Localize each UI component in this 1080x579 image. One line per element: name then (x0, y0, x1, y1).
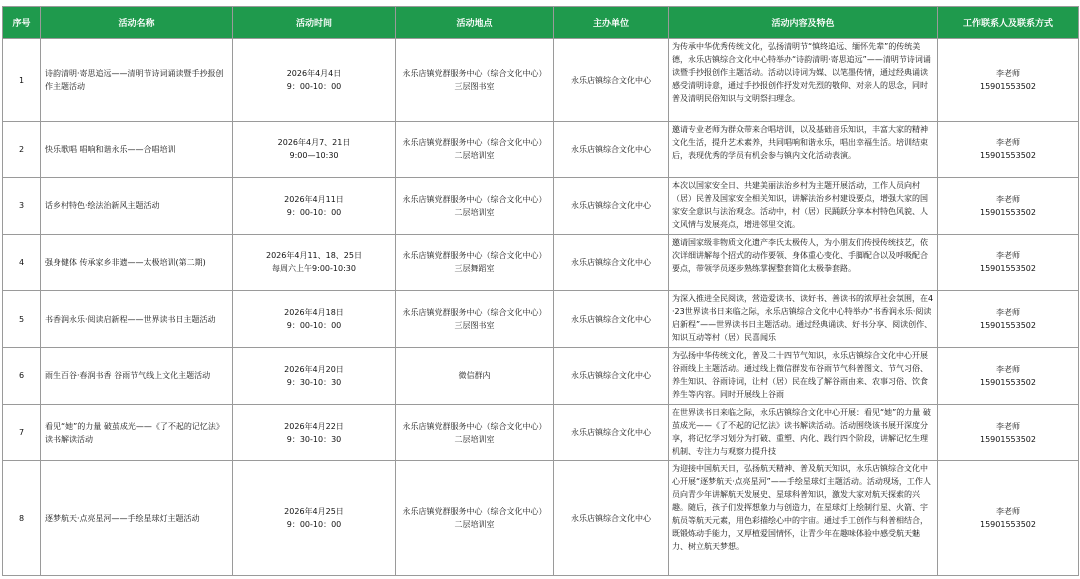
activity-time: 2026年4月22日 9：30-10：30 (284, 421, 344, 444)
activity-content: 在世界读书日来临之际，永乐店镇综合文化中心开展：看见“她”的力量 破茧成光——《了不起的记忆法》读书解读活动。活动围绕该书展开深度分享，将记忆学习划分为打破、重塑、内化、践行四个阶段，讲解记忆生理机制、专注力与观察力提升技 (672, 407, 931, 456)
table-row (3, 39, 1079, 122)
row-index: 4 (18, 257, 25, 267)
contact-info: 李老师 15901553502 (980, 69, 1036, 92)
table-row (3, 122, 1079, 178)
activity-place-cell (396, 404, 554, 461)
activity-content: 为弘扬中华传统文化，普及二十四节气知识，永乐店镇综合文化中心开展谷雨线上主题活动。通过线上微信群发布谷雨节气科普图文、节气习俗、养生知识、谷雨诗词，让村（居）民在线了解谷雨由来、农事习俗、饮食养生等内容。同时开展线上谷雨 (672, 351, 928, 399)
activity-place: 永乐店镇党群服务中心（综合文化中心）二层培训室 (402, 194, 547, 217)
activity-name: 诗韵清明·寄思追远——清明节诗词诵读暨手抄报创作主题活动 (45, 69, 224, 92)
row-index-cell (3, 177, 41, 234)
activity-name: 强身健体 传承家乡非遗——太极培训(第二期) (45, 257, 206, 267)
row-index-cell (3, 461, 41, 576)
contact-info: 李老师 15901553502 (980, 138, 1036, 161)
table-row (3, 404, 1079, 461)
activity-name-cell (41, 39, 233, 122)
row-index: 7 (18, 428, 25, 438)
activity-content: 为传承中华优秀传统文化，弘扬清明节“慎终追远、缅怀先辈”的传统美德，永乐店镇综合文化中心特举办“诗韵清明·寄思追远”——清明节诗词诵读暨手抄报创作主题活动。活动以诗词为媒、以笔墨传情，通过经典诵读感受清明诗意，通过手抄报创作抒发对先烈的敬仰、对亲人的思念，同时普及清明民俗知识与文明祭扫理念。 (672, 42, 931, 103)
activity-content-cell (669, 39, 938, 122)
activity-name: 雨生百谷·春润书香 谷雨节气线上文化主题活动 (45, 371, 211, 381)
activity-content: 为迎接中国航天日，弘扬航天精神、普及航天知识，永乐店镇综合文化中心开展“逐梦航天·点亮星河”——手绘星球灯主题活动。活动现场，工作人员向青少年讲解航天发展史、星球科普知识，激发大家对航天探索的兴趣。随后，孩子们发挥想象力与创造力，在星球灯上绘制行星、火箭、宇航员等航天元素，用色彩描绘心中的宇宙。通过手工创作与科普相结合，既锻炼动手能力，又厚植爱国情怀，让青少年在趣味体验中感受航天魅力、树立航天梦想。 (672, 464, 931, 552)
activity-place-cell (396, 177, 554, 234)
header-index: 序号 (3, 7, 41, 39)
activity-time: 2026年4月11日 9：00-10：00 (284, 194, 344, 217)
activity-time-cell (233, 461, 396, 576)
contact-info: 李老师 15901553502 (980, 507, 1036, 530)
contact-info-cell (938, 404, 1079, 461)
row-index: 3 (18, 201, 25, 211)
activity-name-cell (41, 177, 233, 234)
host-unit: 永乐店镇综合文化中心 (571, 257, 651, 267)
host-unit-cell (554, 39, 669, 122)
contact-info: 李老师 15901553502 (980, 308, 1036, 331)
activity-name: 逐梦航天·点亮星河——手绘星球灯主题活动 (45, 513, 200, 523)
activity-place: 永乐店镇党群服务中心（综合文化中心）二层培训室 (402, 138, 547, 161)
contact-info: 李老师 15901553502 (980, 421, 1036, 444)
activity-time: 2026年4月20日 9：30-10：30 (284, 364, 344, 387)
activity-time-cell (233, 122, 396, 178)
activity-name-cell (41, 348, 233, 405)
activity-content: 邀请专业老师为群众带来合唱培训，以及基础音乐知识，丰富大家的精神文化生活，提升艺术素养，共同唱响和谐永乐，唱出幸福生活。培训结束后，表现优秀的学员有机会参与镇内文化活动表演。 (672, 125, 928, 161)
activity-content: 邀请国家级非物质文化遗产李氏太极传人，为小朋友们传授传统技艺，依次详细讲解每个招式的动作要领、身体重心变化、手脚配合以及呼吸配合要点，带领学员逐步熟练掌握整套简化太极拳套路。 (672, 237, 928, 273)
activity-time-cell (233, 177, 396, 234)
activity-time-cell (233, 404, 396, 461)
row-index: 5 (18, 314, 25, 324)
activity-name-cell (41, 404, 233, 461)
activity-place-cell (396, 461, 554, 576)
activity-time: 2026年4月11、18、25日 每周六上午9:00-10:30 (266, 251, 362, 274)
contact-info: 李老师 15901553502 (980, 364, 1036, 387)
activity-time-cell (233, 39, 396, 122)
contact-info-cell (938, 39, 1079, 122)
header-activity-place: 活动地点 (396, 7, 554, 39)
activity-content-cell (669, 404, 938, 461)
contact-info-cell (938, 234, 1079, 291)
table-row (3, 234, 1079, 291)
activity-place-cell (396, 234, 554, 291)
row-index: 1 (18, 75, 25, 85)
activity-name-cell (41, 291, 233, 348)
activity-content-cell (669, 461, 938, 576)
row-index: 8 (18, 513, 25, 523)
activity-place: 永乐店镇党群服务中心（综合文化中心）三层舞蹈室 (402, 251, 547, 274)
activity-place-cell (396, 291, 554, 348)
host-unit: 永乐店镇综合文化中心 (571, 371, 651, 381)
host-unit-cell (554, 348, 669, 405)
activity-content: 为深入推进全民阅读，营造爱读书、读好书、善读书的浓厚社会氛围，在4·23世界读书日来临之际，永乐店镇综合文化中心特举办“书香润永乐·阅读启新程”——世界读书日主题活动。通过经典诵读、好书分享、阅读创作、知识互动等村（居）民喜闻乐 (672, 294, 934, 343)
activity-place: 永乐店镇党群服务中心（综合文化中心）三层图书室 (402, 308, 547, 331)
header-host: 主办单位 (554, 7, 669, 39)
activity-content-cell (669, 291, 938, 348)
activity-name: 书香润永乐·阅读启新程——世界读书日主题活动 (45, 314, 216, 324)
contact-info: 李老师 15901553502 (980, 194, 1036, 217)
table-row (3, 177, 1079, 234)
activity-name-cell (41, 122, 233, 178)
header-content: 活动内容及特色 (669, 7, 938, 39)
contact-info-cell (938, 122, 1079, 178)
row-index-cell (3, 348, 41, 405)
table-row (3, 291, 1079, 348)
activity-content-cell (669, 122, 938, 178)
events-table (2, 6, 1079, 576)
activity-time: 2026年4月7、21日 9:00—10:30 (277, 138, 351, 161)
activity-content: 本次以国家安全日、共建美丽法治乡村为主题开展活动，工作人员向村（居）民普及国家安全相关知识，讲解法治乡村建设要点，增强大家的国家安全意识与法治观念。活动中，村（居）民踊跃分享本村特色风貌、人文风情与发展亮点，增进邻里交流。 (672, 180, 928, 229)
activity-place: 永乐店镇党群服务中心（综合文化中心）二层培训室 (402, 507, 547, 530)
activity-name: 快乐歌唱 唱响和谐永乐——合唱培训 (45, 144, 176, 154)
row-index-cell (3, 234, 41, 291)
contact-info-cell (938, 348, 1079, 405)
activity-name: 话乡村特色·绘法治新风主题活动 (45, 201, 160, 211)
host-unit: 永乐店镇综合文化中心 (571, 201, 651, 211)
row-index-cell (3, 291, 41, 348)
host-unit-cell (554, 404, 669, 461)
row-index: 6 (18, 371, 25, 381)
activity-content-cell (669, 348, 938, 405)
contact-info-cell (938, 177, 1079, 234)
activity-time: 2026年4月25日 9：00-10：00 (284, 507, 344, 530)
host-unit-cell (554, 461, 669, 576)
activity-name: 看见“她”的力量 破茧成光——《了不起的记忆法》读书解读活动 (45, 421, 224, 444)
activity-place-cell (396, 348, 554, 405)
activity-place-cell (396, 39, 554, 122)
header-activity-name: 活动名称 (41, 7, 233, 39)
activity-place: 永乐店镇党群服务中心（综合文化中心）二层培训室 (402, 421, 547, 444)
activity-place: 永乐店镇党群服务中心（综合文化中心）三层图书室 (402, 69, 547, 92)
host-unit: 永乐店镇综合文化中心 (571, 75, 651, 85)
table-row (3, 348, 1079, 405)
activity-name-cell (41, 461, 233, 576)
contact-info-cell (938, 461, 1079, 576)
activity-time-cell (233, 234, 396, 291)
activity-content-cell (669, 234, 938, 291)
activity-time-cell (233, 291, 396, 348)
host-unit: 永乐店镇综合文化中心 (571, 428, 651, 438)
header-activity-time: 活动时间 (233, 7, 396, 39)
host-unit: 永乐店镇综合文化中心 (571, 314, 651, 324)
table-row (3, 461, 1079, 576)
activity-place-cell (396, 122, 554, 178)
activity-time-cell (233, 348, 396, 405)
host-unit-cell (554, 122, 669, 178)
contact-info: 李老师 15901553502 (980, 251, 1036, 274)
activity-time: 2026年4月18日 9：00-10：00 (284, 308, 344, 331)
table-header-row (3, 7, 1079, 39)
activity-time: 2026年4月4日 9：00-10：00 (286, 69, 342, 92)
contact-info-cell (938, 291, 1079, 348)
host-unit: 永乐店镇综合文化中心 (571, 144, 651, 154)
activity-content-cell (669, 177, 938, 234)
row-index-cell (3, 404, 41, 461)
row-index: 2 (18, 144, 25, 154)
host-unit-cell (554, 234, 669, 291)
row-index-cell (3, 122, 41, 178)
header-contact: 工作联系人及联系方式 (938, 7, 1079, 39)
host-unit: 永乐店镇综合文化中心 (571, 513, 651, 523)
row-index-cell (3, 39, 41, 122)
activity-place: 微信群内 (458, 371, 491, 381)
activity-name-cell (41, 234, 233, 291)
host-unit-cell (554, 291, 669, 348)
host-unit-cell (554, 177, 669, 234)
